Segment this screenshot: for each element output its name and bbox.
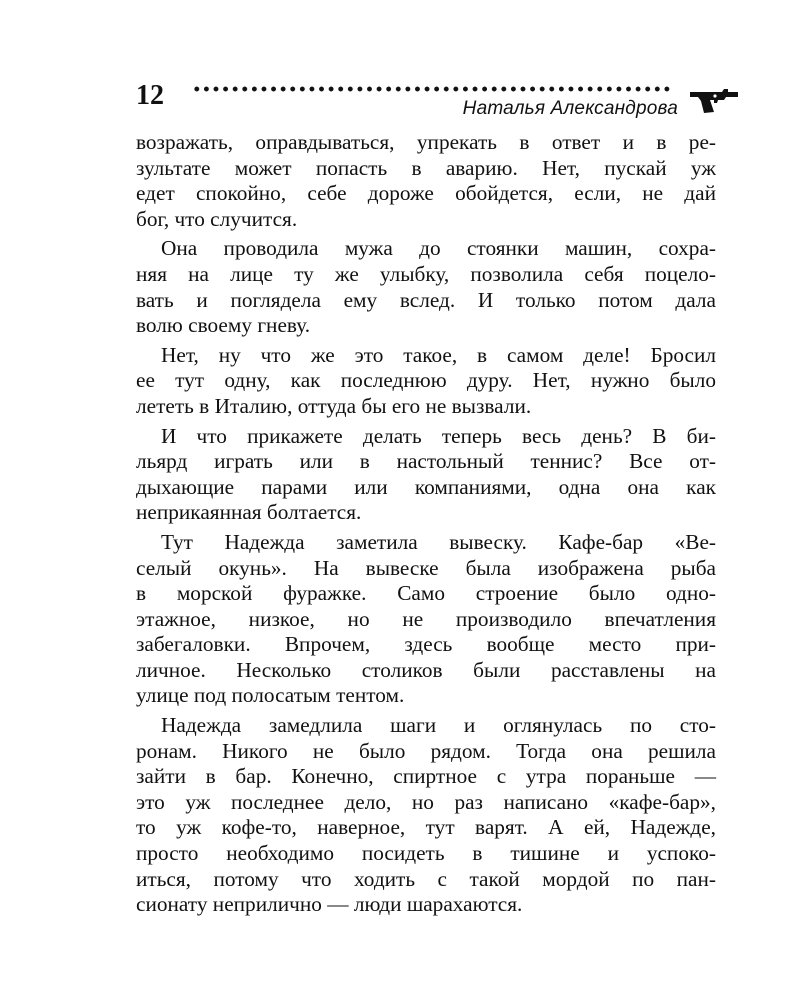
paragraph <box>136 424 716 530</box>
text-line: Нет, ну что же это такое, в самом деле! Бросил <box>161 342 716 367</box>
paragraph <box>136 713 716 922</box>
text-line: Тут Надежда заметила вывеску. Кафе-бар «Ве- <box>161 529 716 554</box>
page-number: 12 <box>136 80 164 111</box>
text-line: зультате может попасть в аварию. Нет, пускай уж <box>136 155 716 180</box>
text-line: иться, потому что ходить с такой мордой по пан- <box>136 866 716 891</box>
text-line: лететь в Италию, оттуда бы его не вызвали. <box>136 393 532 418</box>
header-dotted-rule <box>192 86 672 92</box>
text-line: дыхающие парами или компаниями, одна она как <box>136 474 716 499</box>
text-line: личное. Несколько столиков были расставлены на <box>136 657 716 682</box>
text-line: няя на лице ту же улыбку, позволила себя поцело- <box>136 261 716 286</box>
text-line: Она проводила мужа до стоянки машин, сохра- <box>161 236 716 261</box>
text-line: едет спокойно, себе дороже обойдется, если, не дай <box>136 181 716 206</box>
text-line: зайти в бар. Конечно, спиртное с утра пораньше — <box>136 764 716 789</box>
paragraph <box>136 343 716 424</box>
text-line: ее тут одну, как последнюю дуру. Нет, нужно было <box>136 368 716 393</box>
text-line: Надежда замедлила шаги и оглянулась по сто- <box>161 713 716 738</box>
text-line: улице под полосатым тентом. <box>136 683 405 708</box>
paragraph <box>136 130 716 236</box>
text-line: льярд играть или в настольный теннис? Все от- <box>136 449 716 474</box>
text-line: то уж кофе-то, наверное, тут варят. А ей, Надежде, <box>136 815 716 840</box>
text-line: забегаловки. Впрочем, здесь вообще место при- <box>136 632 716 657</box>
text-line: это уж последнее дело, но раз написано «кафе-бар», <box>136 789 716 814</box>
revolver-icon <box>688 86 740 114</box>
text-line: ронам. Никого не было рядом. Тогда она решила <box>136 738 716 763</box>
text-line: сионату неприлично — люди шарахаются. <box>136 892 523 917</box>
text-line: просто необходимо посидеть в тишине и успоко- <box>136 841 716 866</box>
text-line: в морской фуражке. Само строение было одно- <box>136 581 716 606</box>
paragraph <box>136 236 716 342</box>
body-text <box>136 130 716 922</box>
paragraph <box>136 530 716 713</box>
text-line: этажное, низкое, но не производило впечатления <box>136 606 716 631</box>
text-line: неприкаянная болтается. <box>136 500 362 525</box>
text-line: возражать, оправдываться, упрекать в ответ и в ре- <box>136 130 716 154</box>
text-line: волю своему гневу. <box>136 313 311 338</box>
text-line: вать и поглядела ему вслед. И только потом дала <box>136 287 716 312</box>
text-line: И что прикажете делать теперь весь день? В би- <box>161 423 716 448</box>
running-header-author: Наталья Александрова <box>462 98 678 119</box>
text-line: селый окунь». На вывеске была изображена рыба <box>136 555 716 580</box>
text-line: бог, что случится. <box>136 206 298 231</box>
